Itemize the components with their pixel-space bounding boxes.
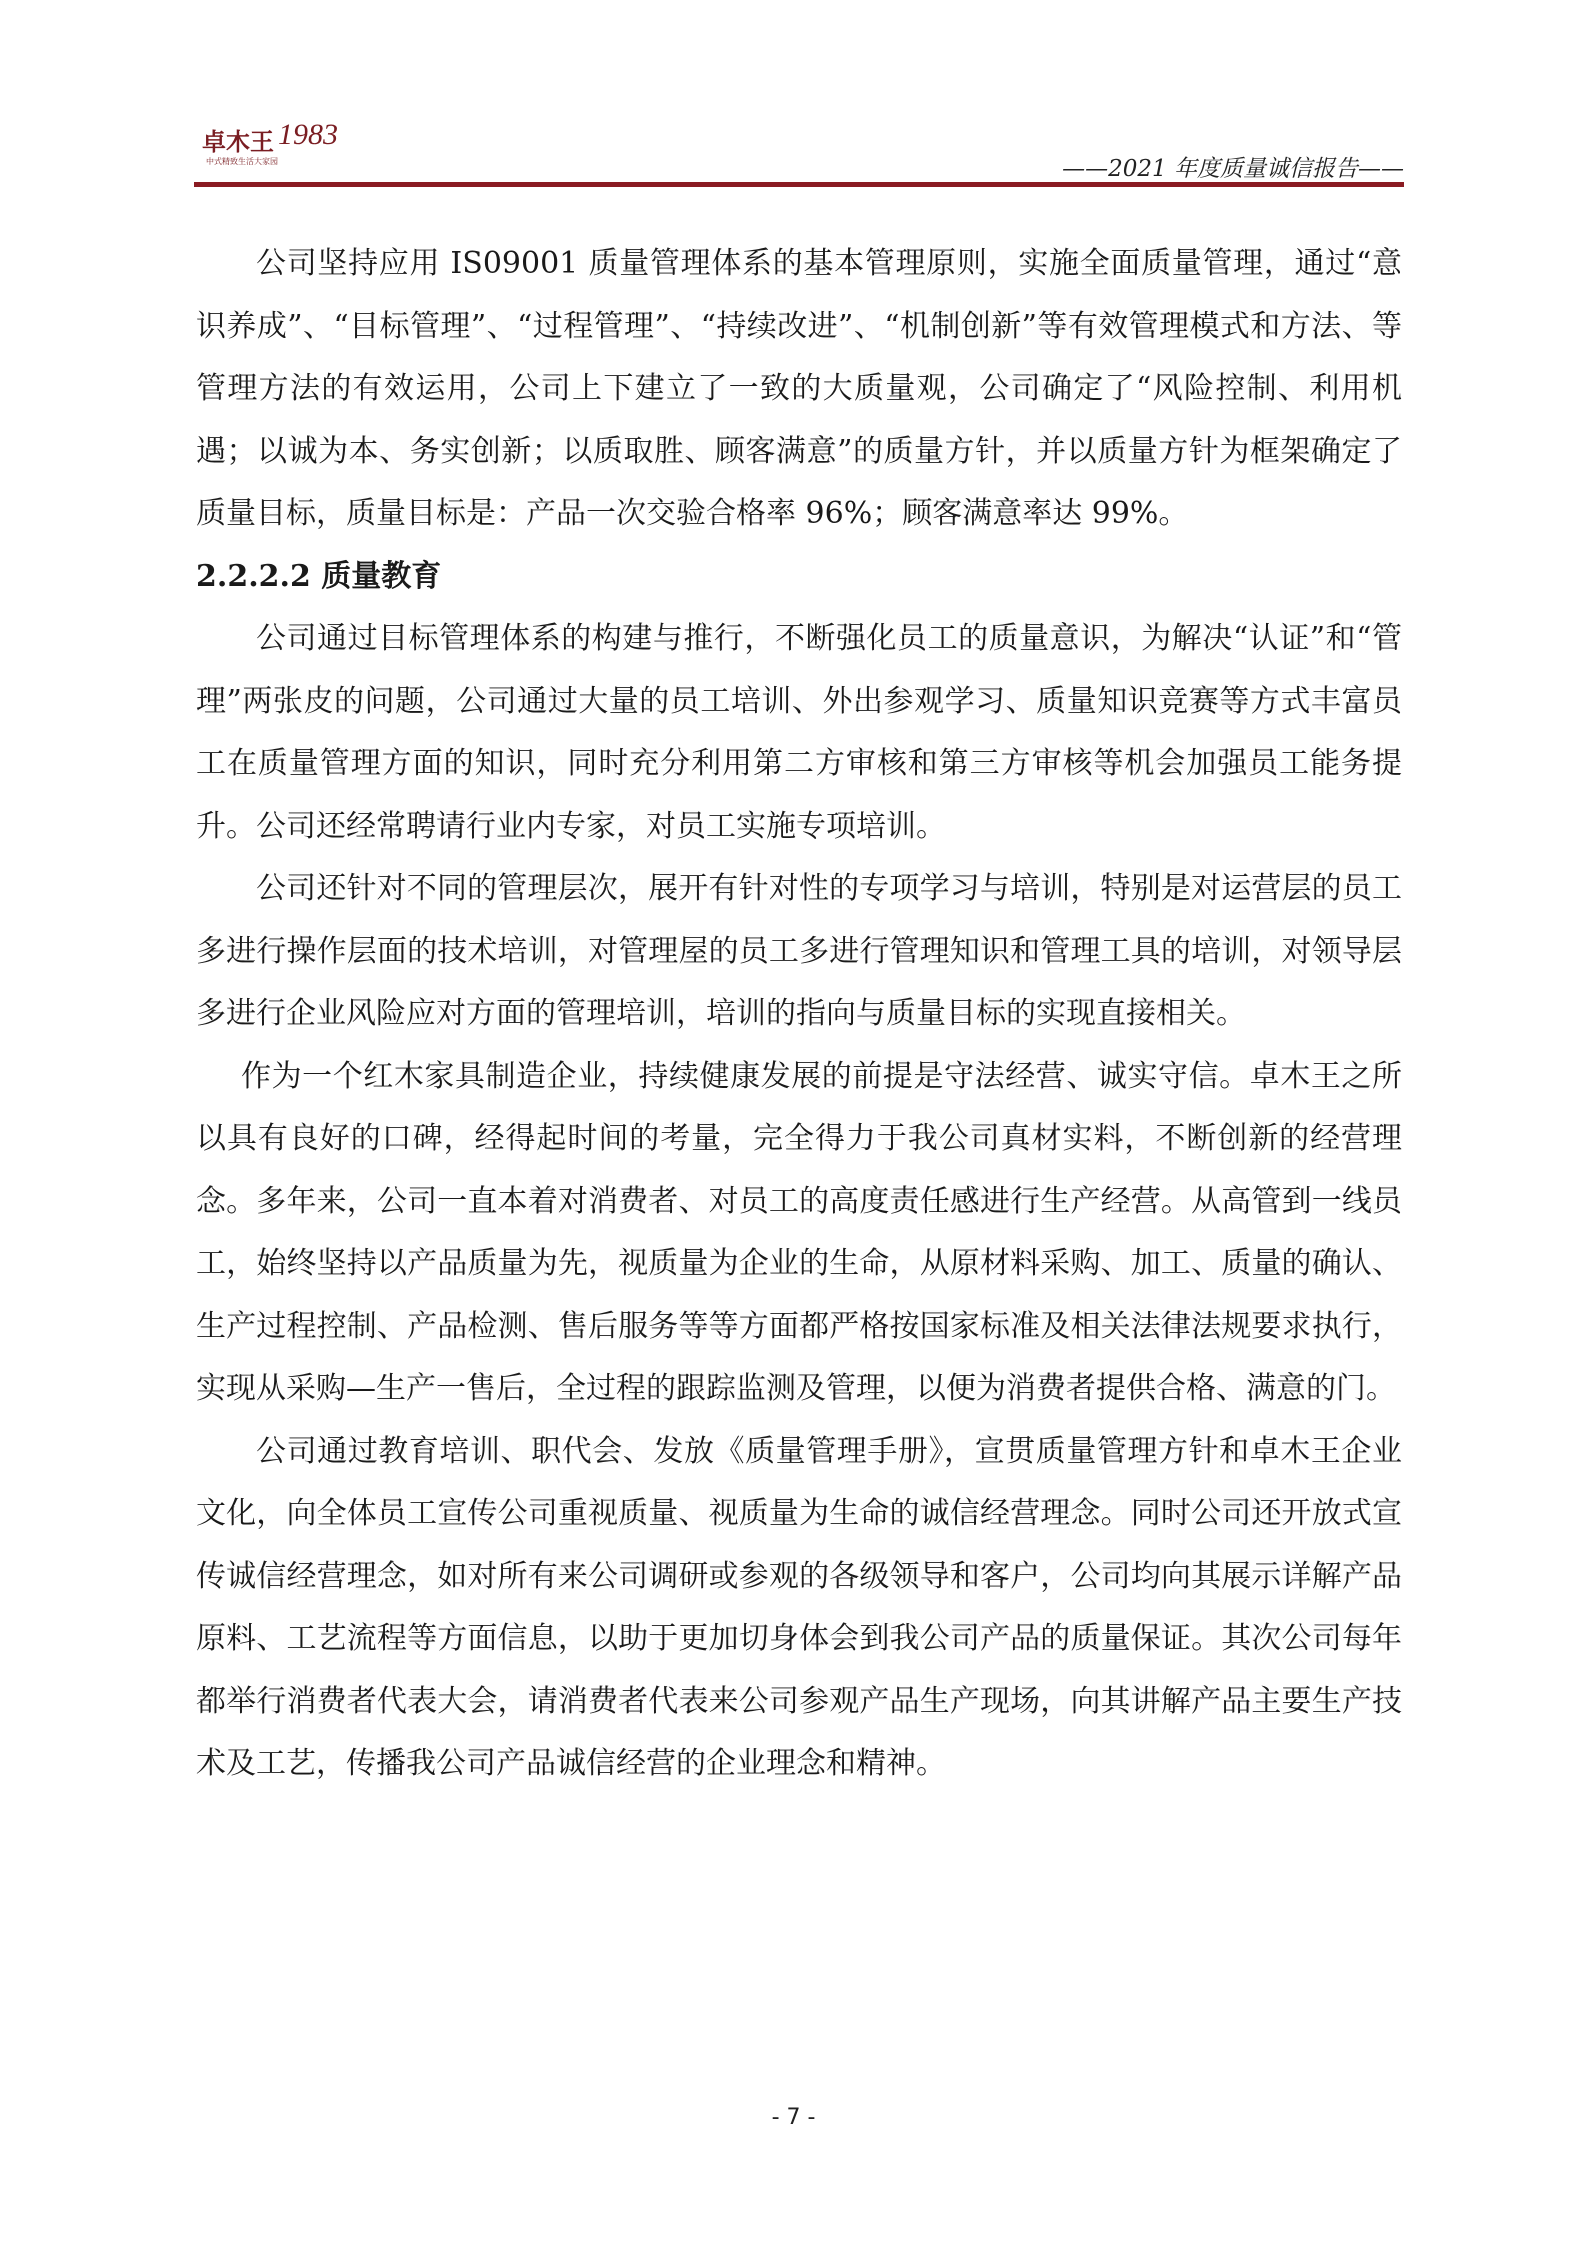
report-title: ——2021 年度质量诚信报告—— — [1062, 156, 1404, 182]
page-header — [194, 108, 1404, 188]
paragraph-targeted-training: 公司还针对不同的管理层次，展开有针对性的专项学习与培训，特别是对运营层的员工多进行操作层面的技术培训，对管理屋的员工多进行管理知识和管理工具的培训，对领导层多进行企业风险应对方面的管理培训，培训的指向与质量目标的实现直接相关。 — [196, 871, 1402, 1031]
page-number: - 7 - — [771, 2105, 816, 2130]
logo-name: 卓木王 — [202, 127, 274, 156]
logo-year: 1983 — [278, 118, 338, 151]
company-logo — [202, 118, 342, 168]
paragraph-culture-promotion: 公司通过教育培训、职代会、发放《质量管理手册》，宣贯质量管理方针和卓木王企业文化，向全体员工宣传公司重视质量、视质量为生命的诚信经营理念。同时公司还开放式宣传诚信经营理念，如对所有来公司调研或参观的各级领导和客户，公司均向其展示详解产品原料、工艺流程等方面信息，以助于更加切身体会到我公司产品的质量保证。其次公司每年都举行消费者代表大会，请消费者代表来公司参观产品生产现场，向其讲解产品主要生产技术及工艺，传播我公司产品诚信经营的企业理念和精神。 — [196, 1433, 1402, 1781]
header-divider — [194, 182, 1404, 187]
section-heading: 2.2.2.2 质量教育 — [196, 558, 442, 594]
document-body — [196, 233, 1402, 1796]
paragraph-quality-policy: 公司坚持应用 IS09001 质量管理体系的基本管理原则，实施全面质量管理，通过“意识养成”、“目标管理”、“过程管理”、“持续改进”、“机制创新”等有效管理模式和方法、等管理方法的有效运用，公司上下建立了一致的大质量观，公司确定了“风险控制、利用机遇；以诚为本、务实创新；以质取胜、顾客满意”的质量方针，并以质量方针为框架确定了质量目标，质量目标是：产品一次交验合格率 96%；顾客满意率达 99%。 — [196, 246, 1402, 531]
logo-subtitle: 中式精致生活大家园 — [206, 157, 278, 166]
paragraph-integrity: 作为一个红木家具制造企业，持续健康发展的前提是守法经营、诚实守信。卓木王之所以具有良好的口碑，经得起时间的考量，完全得力于我公司真材实料，不断创新的经营理念。多年来，公司一直本着对消费者、对员工的高度责任感进行生产经营。从高管到一线员工，始终坚持以产品质量为先，视质量为企业的生命，从原材料采购、加工、质量的确认、生产过程控制、产品检测、售后服务等等方面都严格按国家标准及相关法律法规要求执行，实现从采购—生产一售后，全过程的跟踪监测及管理，以便为消费者提供合格、满意的门。 — [196, 1058, 1402, 1406]
paragraph-quality-education: 公司通过目标管理体系的构建与推行，不断强化员工的质量意识，为解决“认证”和“管理”两张皮的问题，公司通过大量的员工培训、外出参观学习、质量知识竞赛等方式丰富员工在质量管理方面的知识，同时充分利用第二方审核和第三方审核等机会加强员工能务提升。公司还经常聘请行业内专家，对员工实施专项培训。 — [196, 621, 1402, 844]
